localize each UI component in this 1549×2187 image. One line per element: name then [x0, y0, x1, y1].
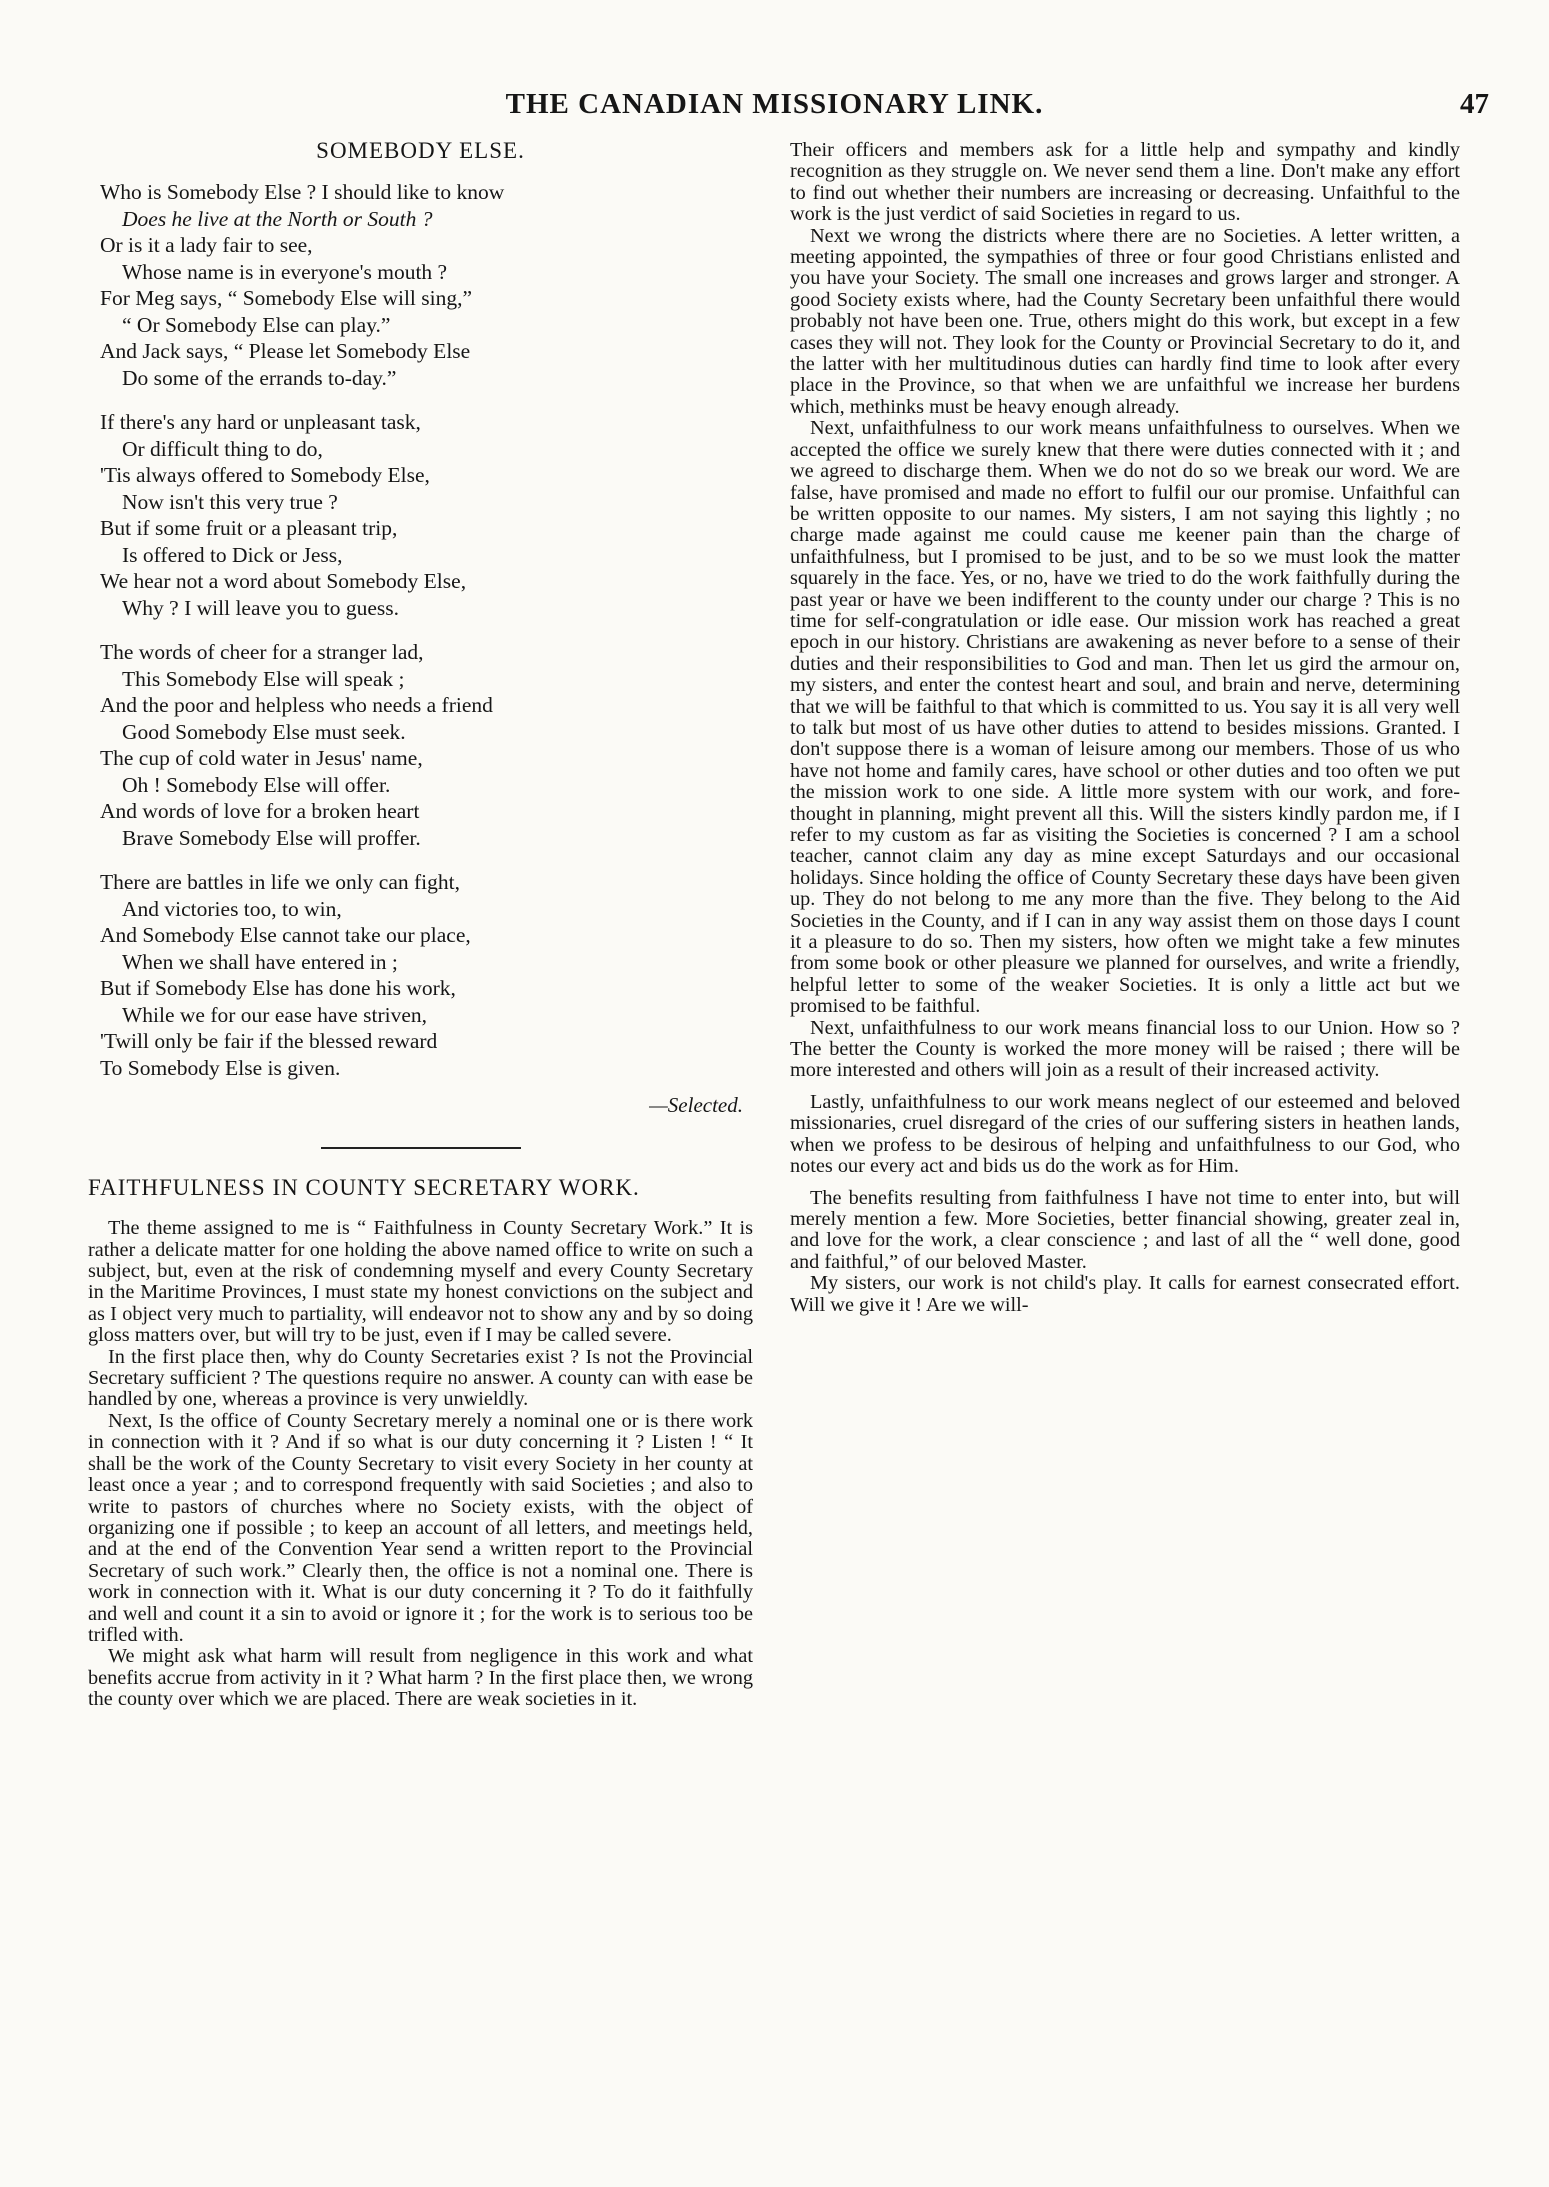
publication-title: THE CANADIAN MISSIONARY LINK. [505, 88, 1044, 120]
poem-line: For Meg says, “ Somebody Else will sing,” [100, 286, 473, 311]
poem-stanza-3 [88, 639, 753, 851]
poem-line: And Jack says, “ Please let Somebody Else [100, 339, 471, 364]
page-number: 47 [1460, 88, 1489, 120]
essay-paragraph: The theme assigned to me is “ Faithfulness in County Secretary Work.” It is rather a delicate matter for one holding the above named office to write on such a subject, but, even at the risk of condemning myself and every County Secretary in the Maritime Provinces, I must state my honest convictions on the subject and as I object very much to partiality, will endeavor not to show any and by so doing gloss matters over, but will try to be just, even if I may be called severe. [88, 1217, 753, 1347]
poem-line: And the poor and helpless who needs a friend [100, 693, 493, 718]
essay-paragraph: Lastly, unfaithfulness to our work means neglect of our esteemed and beloved missionaries, cruel disregard of the cries of our suffering sisters in heathen lands, when we profess to be desirous of helping and unfaithfulness to our God, who notes our every act and bids us do the work as for Him. [790, 1090, 1460, 1178]
essay-paragraph: Next, unfaithfulness to our work means unfaithfulness to ourselves. When we accepted the office we surely knew that there were duties connected with it ; and we agreed to discharge them. When we do not do so we break our word. We are false, have promised and made no effort to fulfil our our promise. Unfaithful can be written opposite to our names. My sisters, I am not saying this lightly ; no charge made against me could cause me keener pain than the charge of unfaithfulness, but I promised to be just, and to be so we must look the matter squarely in the face. Yes, or no, have we tried to do the work faithfully during the past year or have we been indifferent to the county under our charge ? This is no time for self-congratulation or idle ease. Our mission work has reached a great epoch in our history. Christians are awakening as never before to a sense of their duties and their responsibilities to God and man. Then let us gird the armour on, my sisters, and enter the contest heart and soul, and brain and nerve, determining that we will be faithful to that which is committed to us. You say it is all very well to talk but most of us have other duties to attend to besides missions. Granted. I don't suppose there is a woman of leisure among our members. Those of us who have not home and family cares, have school or other duties and too often we put the mission work to one side. A little more system with our work, and fore-thought in planning, might prevent all this. Will the sisters kindly pardon me, if I refer to my custom as far as visiting the Societies is concerned ? I am a school teacher, cannot claim any day as mine except Saturdays and our occasional holidays. Since holding the office of County Secretary these days have been given up. They do not belong to me any more than the five. They belong to the Aid Societies in the County, and if I can in any way assist them on those days I count it a pleasure to do so. Then my sisters, how often we might take a few minutes from some book or other pleasure we planned for ourselves, and write a friendly, helpful letter to some of the weaker Societies. It is only a little act but we promised to be faithful. [790, 417, 1460, 1018]
poem-stanza-2 [88, 409, 753, 621]
essay-paragraph: Next, unfaithfulness to our work means financial loss to our Union. How so ? The better the County is worked the more money will be raised ; there will be more interested and others will join as a result of their increased activity. [790, 1016, 1460, 1082]
essay-title: FAITHFULNESS IN COUNTY SECRETARY WORK. [88, 1174, 640, 1200]
poem-line: Does he live at the North or South ? [122, 206, 433, 231]
poem-line: And victories too, to win, [122, 896, 342, 921]
poem-line: There are battles in life we only can fight, [100, 870, 460, 895]
poem-line: This Somebody Else will speak ; [122, 666, 405, 691]
right-column [790, 140, 1460, 1316]
poem-line: 'Twill only be fair if the blessed reward [100, 1029, 438, 1054]
poem-line: The words of cheer for a stranger lad, [100, 640, 424, 665]
poem-line: While we for our ease have striven, [122, 1002, 428, 1027]
poem-line: When we shall have entered in ; [122, 949, 398, 974]
essay-paragraph: In the first place then, why do County Secretaries exist ? Is not the Provincial Secretary sufficient ? The questions require no answer. A county can with ease be handled by one, whereas a province is very unwieldly. [88, 1345, 753, 1411]
essay-paragraph: Next, Is the office of County Secretary merely a nominal one or is there work in connection with it ? And if so what is our duty concerning it ? Listen ! “ It shall be the work of the County Secretary to visit every Society in her county at least once a year ; and to correspond frequently with said Societies ; and also to write to pastors of churches where no Society exists, with the object of organizing one if possible ; to keep an account of all letters, and meetings held, and at the end of the Convention Year send a written report to the Provincial Secretary of such work.” Clearly then, the office is not a nominal one. There is work in connection with it. What is our duty concerning it ? To do it faithfully and well and count it a sin to avoid or ignore it ; for the work is to serious too be trifled with. [88, 1409, 753, 1646]
essay-paragraph: My sisters, our work is not child's play. It calls for earnest consecrated effort. Will we give it ! Are we will- [790, 1272, 1460, 1316]
poem-line: We hear not a word about Somebody Else, [100, 569, 467, 594]
poem-line: Whose name is in everyone's mouth ? [122, 259, 448, 284]
left-column [88, 140, 753, 1711]
poem-line: And words of love for a broken heart [100, 799, 420, 824]
section-divider [321, 1147, 521, 1149]
poem-line: Who is Somebody Else ? I should like to know [100, 180, 505, 205]
poem-credit: —Selected. [649, 1093, 743, 1118]
poem-line: Or difficult thing to do, [122, 436, 323, 461]
poem-line: But if some fruit or a pleasant trip, [100, 516, 398, 541]
page-header [0, 88, 1549, 132]
poem-line: And Somebody Else cannot take our place, [100, 923, 471, 948]
poem-stanza-4 [88, 869, 753, 1081]
poem-line: “ Or Somebody Else can play.” [122, 312, 391, 337]
poem-line: Good Somebody Else must seek. [122, 719, 406, 744]
poem-line: Why ? I will leave you to guess. [122, 595, 400, 620]
poem-line: Do some of the errands to-day.” [122, 365, 397, 390]
poem-line: The cup of cold water in Jesus' name, [100, 746, 423, 771]
poem-line: Now isn't this very true ? [122, 489, 338, 514]
poem-line: But if Somebody Else has done his work, [100, 976, 456, 1001]
essay-paragraph: We might ask what harm will result from negligence in this work and what benefits accrue from activity in it ? What harm ? In the first place then, we wrong the county over which we are placed. There are weak societies in it. [88, 1645, 753, 1711]
poem-stanza-1 [88, 179, 753, 391]
poem-line: Or is it a lady fair to see, [100, 233, 313, 258]
poem-line: Brave Somebody Else will proffer. [122, 825, 421, 850]
essay-paragraph: Their officers and members ask for a little help and sympathy and kindly recognition as they struggle on. We never send them a line. Don't make any effort to find out whether their numbers are increasing or decreasing. Unfaithful to the work is the just verdict of said Societies in regard to us. [790, 139, 1460, 226]
poem-title: SOMEBODY ELSE. [316, 138, 525, 163]
essay-paragraph: The benefits resulting from faithfulness I have not time to enter into, but will merely mention a few. More Societies, better financial showing, greater zeal in, and love for the work, a clear conscience ; and last of all the “ well done, good and faithful,” of our beloved Master. [790, 1186, 1460, 1273]
poem-line: Is offered to Dick or Jess, [122, 542, 343, 567]
poem-line: Oh ! Somebody Else will offer. [122, 772, 391, 797]
poem-line: If there's any hard or unpleasant task, [100, 410, 421, 435]
essay-paragraph: Next we wrong the districts where there are no Societies. A letter written, a meeting appointed, the sympathies of three or four good Christians enlisted and you have your Society. The small one increases and grows larger and stronger. A good Society exists where, had the County Secretary been unfaithful there would probably not have been one. True, others might do this work, but except in a few cases they will not. They look for the County or Provincial Secretary to do it, and the latter with her multitudinous duties can hardly find time to look after every place in the Province, so that when we are unfaithful we increase her burdens which, methinks must be heavy enough already. [790, 224, 1460, 418]
poem-line: 'Tis always offered to Somebody Else, [100, 463, 430, 488]
poem-line: To Somebody Else is given. [100, 1055, 341, 1080]
